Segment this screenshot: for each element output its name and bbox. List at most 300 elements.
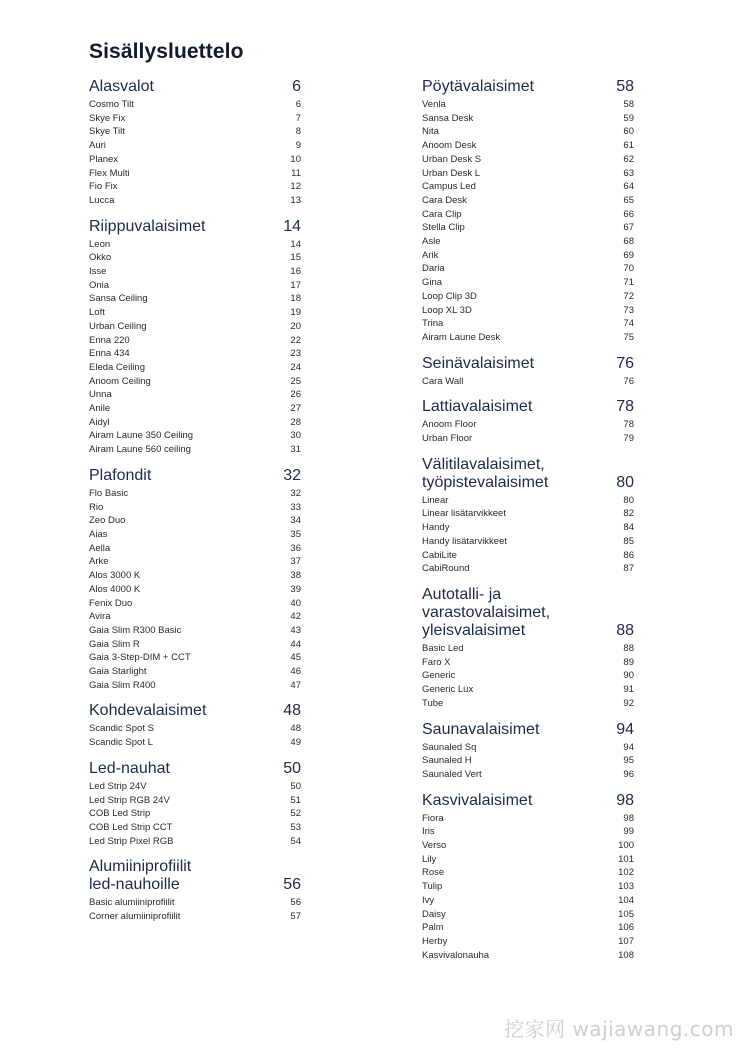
entry-page-number: 51 xyxy=(290,794,301,806)
section-header xyxy=(422,586,634,640)
toc-entry[interactable] xyxy=(89,821,301,835)
entry-name: Arik xyxy=(422,249,439,261)
page-title: Sisällysluettelo xyxy=(89,40,244,63)
section-title: Plafondit xyxy=(89,466,152,484)
toc-entry[interactable] xyxy=(422,825,634,839)
entry-name: CabiRound xyxy=(422,563,470,575)
toc-entry[interactable] xyxy=(89,238,301,252)
entry-name: Daria xyxy=(422,263,445,275)
toc-entry[interactable] xyxy=(89,597,301,611)
entry-page-number: 30 xyxy=(290,430,301,442)
entry-page-number: 19 xyxy=(290,307,301,319)
section-page-number: 80 xyxy=(616,473,634,491)
entry-page-number: 85 xyxy=(623,535,634,547)
toc-entry[interactable] xyxy=(89,780,301,794)
toc-entry[interactable] xyxy=(89,514,301,528)
toc-entry[interactable] xyxy=(422,180,634,194)
entry-name: Tulip xyxy=(422,881,443,893)
toc-entry[interactable] xyxy=(89,98,301,112)
entry-page-number: 44 xyxy=(290,638,301,650)
entry-page-number: 67 xyxy=(623,222,634,234)
section-title: Seinävalaisimet xyxy=(422,354,535,372)
toc-entry[interactable] xyxy=(89,265,301,279)
toc-entry[interactable] xyxy=(422,432,634,446)
section-header xyxy=(89,858,301,894)
entry-page-number: 99 xyxy=(623,826,634,838)
toc-entry[interactable] xyxy=(422,125,634,139)
entry-name: Stella Clip xyxy=(422,222,465,234)
entry-name: Cosmo Tilt xyxy=(89,99,134,110)
toc-entry[interactable] xyxy=(89,251,301,265)
toc-entry[interactable] xyxy=(89,610,301,624)
toc-entry[interactable] xyxy=(422,562,634,576)
entry-name: Skye Tilt xyxy=(89,126,125,138)
toc-entry[interactable] xyxy=(422,549,634,563)
entry-name: Urban Desk L xyxy=(422,167,481,179)
entry-name: Alos 4000 K xyxy=(89,583,141,595)
entry-name: Cara Desk xyxy=(422,194,467,206)
section-header xyxy=(422,792,634,810)
entry-page-number: 104 xyxy=(618,894,634,906)
entry-page-number: 18 xyxy=(290,293,301,305)
entry-page-number: 98 xyxy=(623,812,634,824)
entry-name: Ivy xyxy=(422,894,435,906)
entry-page-number: 65 xyxy=(623,194,634,206)
toc-entry[interactable] xyxy=(89,153,301,167)
entry-page-number: 102 xyxy=(618,867,634,879)
entry-page-number: 70 xyxy=(623,263,634,275)
entry-name: Enna 434 xyxy=(89,348,130,360)
toc-entry[interactable] xyxy=(422,262,634,276)
entry-page-number: 25 xyxy=(290,375,301,387)
section-page-number: 78 xyxy=(616,398,634,416)
toc-entry[interactable] xyxy=(89,807,301,821)
toc-entry[interactable] xyxy=(89,736,301,750)
entry-page-number: 50 xyxy=(290,780,301,792)
entry-page-number: 28 xyxy=(290,416,301,428)
section-title: Autotalli- ja varastovalaisimet, yleisvalaisimet xyxy=(422,585,551,639)
toc-entry[interactable] xyxy=(89,279,301,293)
entry-page-number: 62 xyxy=(623,153,634,165)
entry-name: Gaia Slim R xyxy=(89,638,140,650)
entry-name: Anoom Ceiling xyxy=(89,375,151,387)
entry-name: Daisy xyxy=(422,908,446,920)
toc-section xyxy=(89,467,301,693)
toc-section xyxy=(89,78,301,208)
entry-name: COB Led Strip CCT xyxy=(89,821,173,833)
entry-page-number: 56 xyxy=(290,897,301,909)
entry-name: Avira xyxy=(89,611,111,623)
entry-page-number: 105 xyxy=(618,908,634,920)
entry-page-number: 8 xyxy=(295,126,301,138)
section-header xyxy=(422,78,634,96)
toc-entry[interactable] xyxy=(422,642,634,656)
entry-page-number: 48 xyxy=(290,723,301,735)
toc-section xyxy=(422,721,634,782)
toc-entry[interactable] xyxy=(89,794,301,808)
entry-name: CabiLite xyxy=(422,549,457,561)
toc-entry[interactable] xyxy=(89,125,301,139)
toc-entry[interactable] xyxy=(89,583,301,597)
entry-name: Faro X xyxy=(422,656,451,668)
entry-page-number: 82 xyxy=(623,508,634,520)
section-header xyxy=(422,355,634,373)
section-header xyxy=(422,456,634,492)
section-title: Alumiiniprofiilit led-nauhoille xyxy=(89,858,192,894)
section-title: Led-nauhat xyxy=(89,759,170,777)
section-page-number: 94 xyxy=(616,720,634,738)
entry-page-number: 11 xyxy=(291,167,301,179)
entry-page-number: 84 xyxy=(623,522,634,534)
entry-page-number: 46 xyxy=(290,666,301,678)
entry-page-number: 108 xyxy=(618,949,634,961)
entry-page-number: 95 xyxy=(623,755,634,767)
entry-name: Alos 3000 K xyxy=(89,570,141,582)
toc-entry[interactable] xyxy=(89,388,301,402)
entry-name: Fio Fix xyxy=(89,181,118,193)
toc-entry[interactable] xyxy=(89,402,301,416)
toc-entry[interactable] xyxy=(89,347,301,361)
entry-name: Corner alumiiniprofiilit xyxy=(89,911,181,923)
section-page-number: 14 xyxy=(283,217,301,235)
toc-entry[interactable] xyxy=(422,669,634,683)
section-title: Saunavalaisimet xyxy=(422,720,540,738)
entry-page-number: 39 xyxy=(290,583,301,595)
toc-entry[interactable] xyxy=(422,98,634,112)
entry-page-number: 26 xyxy=(290,389,301,401)
entry-name: Nita xyxy=(422,126,439,138)
entry-page-number: 42 xyxy=(290,611,301,623)
entry-name: Lily xyxy=(422,853,437,865)
entry-page-number: 58 xyxy=(623,99,634,110)
entry-page-number: 40 xyxy=(290,597,301,609)
entry-name: Palm xyxy=(422,922,444,934)
toc-entry[interactable] xyxy=(422,812,634,826)
entry-name: Linear lisätarvikkeet xyxy=(422,508,506,520)
section-page-number: 48 xyxy=(283,702,301,720)
section-header xyxy=(89,702,301,720)
toc-entry[interactable] xyxy=(422,535,634,549)
entry-name: Trina xyxy=(422,318,444,330)
section-page-number: 98 xyxy=(616,791,634,809)
entry-page-number: 47 xyxy=(290,679,301,691)
toc-entry[interactable] xyxy=(89,835,301,849)
entry-name: Isse xyxy=(89,266,107,278)
watermark-text: 挖家网 wajiawang.com xyxy=(504,1017,734,1041)
entry-name: Airam Laune 350 Ceiling xyxy=(89,430,194,442)
entry-name: Leon xyxy=(89,238,111,250)
entry-page-number: 14 xyxy=(290,238,301,250)
toc-entry[interactable] xyxy=(89,443,301,457)
entry-name: Led Strip Pixel RGB xyxy=(89,835,174,847)
entry-page-number: 87 xyxy=(623,563,634,575)
entry-name: Fiora xyxy=(422,812,444,824)
entry-name: Aella xyxy=(89,542,111,554)
entry-name: Generic xyxy=(422,670,456,682)
toc-entry[interactable] xyxy=(422,276,634,290)
toc-entry[interactable] xyxy=(422,853,634,867)
entry-page-number: 89 xyxy=(623,656,634,668)
entry-name: Loop Clip 3D xyxy=(422,290,477,302)
toc-entry[interactable] xyxy=(89,638,301,652)
toc-section xyxy=(89,702,301,749)
toc-entry[interactable] xyxy=(422,908,634,922)
toc-section xyxy=(422,398,634,445)
entry-name: Generic Lux xyxy=(422,684,474,696)
toc-section xyxy=(422,456,634,576)
toc-entry[interactable] xyxy=(422,866,634,880)
entry-page-number: 75 xyxy=(623,331,634,343)
toc-entry[interactable] xyxy=(89,569,301,583)
entry-name: Sansa Ceiling xyxy=(89,293,148,305)
entry-name: Basic Led xyxy=(422,642,464,654)
toc-entry[interactable] xyxy=(89,896,301,910)
entry-name: Asle xyxy=(422,236,441,248)
entry-name: Urban Ceiling xyxy=(89,320,147,332)
entry-name: Unna xyxy=(89,389,112,401)
entry-page-number: 12 xyxy=(290,181,301,193)
entry-page-number: 76 xyxy=(623,375,634,387)
entry-page-number: 15 xyxy=(290,252,301,264)
toc-entry[interactable] xyxy=(422,153,634,167)
toc-entry[interactable] xyxy=(89,180,301,194)
entry-name: Cara Clip xyxy=(422,208,462,220)
entry-name: Campus Led xyxy=(422,181,476,193)
toc-entry[interactable] xyxy=(422,249,634,263)
entry-name: Tube xyxy=(422,697,444,709)
entry-name: Airam Laune 560 ceiling xyxy=(89,444,191,456)
toc-entry[interactable] xyxy=(89,487,301,501)
entry-page-number: 71 xyxy=(623,277,634,289)
entry-page-number: 74 xyxy=(623,318,634,330)
toc-entry[interactable] xyxy=(422,221,634,235)
toc-entry[interactable] xyxy=(422,507,634,521)
toc-entry[interactable] xyxy=(422,656,634,670)
toc-entry[interactable] xyxy=(422,697,634,711)
toc-entry[interactable] xyxy=(422,494,634,508)
entry-page-number: 10 xyxy=(290,153,301,165)
entry-name: Fenix Duo xyxy=(89,597,133,609)
toc-entry[interactable] xyxy=(89,375,301,389)
entry-page-number: 106 xyxy=(618,922,634,934)
entry-name: Saunaled H xyxy=(422,755,472,767)
entry-page-number: 72 xyxy=(623,290,634,302)
entry-name: Herby xyxy=(422,935,448,947)
toc-section xyxy=(89,760,301,849)
toc-entry[interactable] xyxy=(89,320,301,334)
entry-page-number: 100 xyxy=(618,840,634,852)
entry-page-number: 103 xyxy=(618,881,634,893)
entry-page-number: 37 xyxy=(290,556,301,568)
toc-entry[interactable] xyxy=(89,429,301,443)
toc-entry[interactable] xyxy=(89,361,301,375)
toc-column-right xyxy=(422,78,634,972)
toc-entry[interactable] xyxy=(422,112,634,126)
entry-name: Led Strip RGB 24V xyxy=(89,794,170,806)
section-page-number: 88 xyxy=(616,621,634,639)
entry-page-number: 60 xyxy=(623,126,634,138)
toc-entry[interactable] xyxy=(422,317,634,331)
entry-name: Flex Multi xyxy=(89,167,130,179)
section-header xyxy=(89,760,301,778)
section-title: Kohdevalaisimet xyxy=(89,702,207,720)
entry-page-number: 96 xyxy=(623,768,634,780)
entry-name: Okko xyxy=(89,252,112,264)
toc-entry[interactable] xyxy=(89,651,301,665)
section-page-number: 6 xyxy=(292,78,301,95)
toc-entry[interactable] xyxy=(422,167,634,181)
entry-page-number: 16 xyxy=(290,266,301,278)
entry-page-number: 94 xyxy=(623,741,634,753)
entry-name: Urban Desk S xyxy=(422,153,482,165)
toc-section xyxy=(422,792,634,963)
toc-entry[interactable] xyxy=(422,921,634,935)
toc-entry[interactable] xyxy=(422,331,634,345)
entry-name: Gaia Slim R300 Basic xyxy=(89,624,182,636)
entry-name: Loop XL 3D xyxy=(422,304,472,316)
section-page-number: 56 xyxy=(283,876,301,894)
toc-entry[interactable] xyxy=(89,910,301,924)
entry-name: Urban Floor xyxy=(422,433,473,445)
toc-entry[interactable] xyxy=(422,418,634,432)
toc-entry[interactable] xyxy=(422,894,634,908)
entry-name: Saunaled Sq xyxy=(422,741,477,753)
section-header xyxy=(89,467,301,485)
entry-name: Airam Laune Desk xyxy=(422,331,501,343)
toc-entry[interactable] xyxy=(89,542,301,556)
toc-entry[interactable] xyxy=(89,555,301,569)
entry-page-number: 101 xyxy=(618,853,634,865)
toc-entry[interactable] xyxy=(422,683,634,697)
toc-entry[interactable] xyxy=(89,665,301,679)
entry-page-number: 59 xyxy=(623,112,634,124)
section-page-number: 76 xyxy=(616,354,634,372)
entry-page-number: 32 xyxy=(290,487,301,499)
toc-entry[interactable] xyxy=(89,292,301,306)
entry-name: Scandic Spot L xyxy=(89,737,153,749)
toc-entry[interactable] xyxy=(89,139,301,153)
section-header xyxy=(422,398,634,416)
entry-page-number: 80 xyxy=(623,494,634,506)
section-title: Välitilavalaisimet, työpistevalaisimet xyxy=(422,455,549,491)
toc-entry[interactable] xyxy=(422,880,634,894)
entry-name: Handy xyxy=(422,522,450,534)
toc-entry[interactable] xyxy=(89,306,301,320)
entry-page-number: 9 xyxy=(295,140,301,152)
toc-section xyxy=(422,78,634,345)
toc-entry[interactable] xyxy=(422,304,634,318)
toc-entry[interactable] xyxy=(422,754,634,768)
section-page-number: 58 xyxy=(616,78,634,95)
entry-name: Handy lisätarvikkeet xyxy=(422,535,508,547)
entry-name: Aias xyxy=(89,528,108,540)
toc-entry[interactable] xyxy=(422,290,634,304)
toc-entry[interactable] xyxy=(422,521,634,535)
entry-name: Basic alumiiniprofiilit xyxy=(89,897,175,909)
entry-page-number: 92 xyxy=(623,697,634,709)
toc-entry[interactable] xyxy=(89,416,301,430)
entry-name: Sansa Desk xyxy=(422,112,474,124)
entry-page-number: 52 xyxy=(290,808,301,820)
entry-name: Linear xyxy=(422,494,449,506)
toc-entry[interactable] xyxy=(422,949,634,963)
entry-page-number: 68 xyxy=(623,236,634,248)
toc-entry[interactable] xyxy=(422,194,634,208)
entry-page-number: 27 xyxy=(290,403,301,415)
toc-section xyxy=(89,858,301,923)
toc-entry[interactable] xyxy=(89,624,301,638)
section-page-number: 32 xyxy=(283,466,301,484)
toc-entry[interactable] xyxy=(89,194,301,208)
toc-entry[interactable] xyxy=(422,375,634,389)
entry-name: Iris xyxy=(422,826,435,838)
section-header xyxy=(89,78,301,96)
toc-entry[interactable] xyxy=(89,501,301,515)
entry-name: Flo Basic xyxy=(89,487,129,499)
entry-page-number: 88 xyxy=(623,642,634,654)
toc-entry[interactable] xyxy=(89,334,301,348)
entry-name: Gaia Starlight xyxy=(89,666,147,678)
entry-page-number: 57 xyxy=(290,911,301,923)
toc-entry[interactable] xyxy=(89,722,301,736)
toc-entry[interactable] xyxy=(422,935,634,949)
entry-page-number: 63 xyxy=(623,167,634,179)
toc-entry[interactable] xyxy=(89,112,301,126)
entry-name: Aidyl xyxy=(89,416,110,428)
entry-name: Rose xyxy=(422,867,445,879)
entry-name: Onia xyxy=(89,279,110,291)
section-title: Lattiavalaisimet xyxy=(422,398,533,416)
section-title: Riippuvalaisimet xyxy=(89,217,206,235)
section-title: Kasvivalaisimet xyxy=(422,791,533,809)
toc-entry[interactable] xyxy=(89,167,301,181)
toc-entry[interactable] xyxy=(422,208,634,222)
entry-name: Enna 220 xyxy=(89,334,130,346)
entry-page-number: 53 xyxy=(290,821,301,833)
toc-entry[interactable] xyxy=(422,235,634,249)
toc-entry[interactable] xyxy=(422,741,634,755)
entry-name: COB Led Strip xyxy=(89,808,151,820)
entry-page-number: 20 xyxy=(290,320,301,332)
entry-name: Skye Fix xyxy=(89,112,126,124)
section-title: Pöytävalaisimet xyxy=(422,78,535,95)
section-header xyxy=(422,721,634,739)
entry-page-number: 90 xyxy=(623,670,634,682)
entry-name: Verso xyxy=(422,840,447,852)
entry-name: Anile xyxy=(89,403,111,415)
entry-page-number: 33 xyxy=(290,501,301,513)
entry-page-number: 7 xyxy=(295,112,301,124)
toc-entry[interactable] xyxy=(422,139,634,153)
entry-name: Eleda Ceiling xyxy=(89,361,145,373)
toc-section xyxy=(89,218,301,457)
entry-page-number: 86 xyxy=(623,549,634,561)
section-header xyxy=(89,218,301,236)
entry-page-number: 13 xyxy=(290,194,301,206)
toc-entry[interactable] xyxy=(422,768,634,782)
entry-name: Anoom Floor xyxy=(422,419,477,431)
entry-page-number: 73 xyxy=(623,304,634,316)
entry-page-number: 54 xyxy=(290,835,301,847)
entry-page-number: 36 xyxy=(290,542,301,554)
entry-page-number: 69 xyxy=(623,249,634,261)
toc-entry[interactable] xyxy=(422,839,634,853)
entry-page-number: 43 xyxy=(290,624,301,636)
entry-name: Gaia Slim R400 xyxy=(89,679,156,691)
toc-column-left xyxy=(89,78,301,934)
toc-entry[interactable] xyxy=(89,528,301,542)
toc-entry[interactable] xyxy=(89,679,301,693)
